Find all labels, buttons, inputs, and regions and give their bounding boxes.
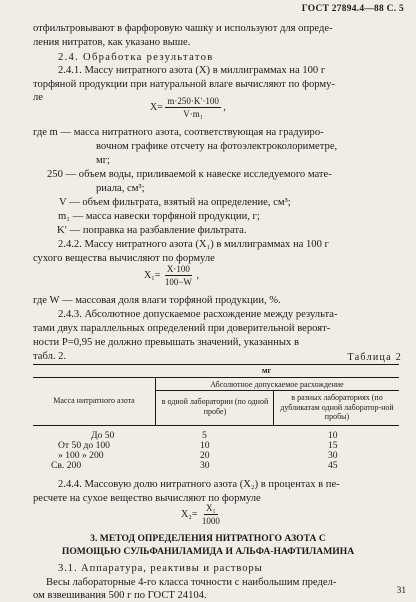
text-line: V — объем фильтрата, взятый на определение, см³; (59, 197, 291, 208)
table-rule (33, 364, 399, 365)
table-cell-mass: До 50 (91, 430, 115, 441)
text-line: табл. 2. (33, 351, 67, 362)
table-rule (155, 390, 399, 391)
table-rule (33, 425, 399, 426)
table-rule (155, 377, 156, 425)
section-3-title-line-1: 3. МЕТОД ОПРЕДЕЛЕНИЯ НИТРАТНОГО АЗОТА С (90, 533, 326, 544)
section-heading: 2.4. Обработка результатов (58, 52, 214, 63)
formula-numerator: X₁ (206, 503, 216, 513)
table-cell-mass: От 50 до 100 (58, 440, 110, 451)
table-header-diff-labs: в разных лабораториях (по дубликатам одной лаборатор-ной пробы) (280, 393, 394, 421)
formula-denominator: 1000 (201, 516, 220, 526)
formula-x2 (181, 503, 222, 526)
table-cell-diff: 45 (328, 460, 338, 471)
page-number: 31 (396, 586, 406, 596)
table-title: Таблица 2 (347, 352, 402, 363)
section-3-title-line-2: ПОМОЩЬЮ СУЛЬФАНИЛАМИДА И АЛЬФА-НАФТИЛАМИНА (61, 546, 355, 557)
table-rule (33, 377, 399, 378)
text-line: где W — массовая доля влаги торфяной продукции, %. (33, 295, 281, 306)
table-unit: мг (262, 366, 272, 375)
text-line: m₁ — масса навески торфяной продукции, г; (58, 211, 260, 222)
text-line: сухого вещества вычисляют по формуле (33, 253, 215, 264)
table-rule (273, 390, 274, 425)
formula-fraction (165, 96, 220, 119)
table-cell-one: 5 (202, 430, 207, 441)
text-line: ле (33, 92, 43, 103)
text-line: 250 — объем воды, приливаемой к навеске исследуемого мате- (47, 169, 332, 180)
section-heading: 3.1. Аппаратура, реактивы и растворы (58, 563, 263, 574)
formula-fraction (163, 264, 194, 287)
table-cell-diff: 10 (328, 430, 338, 441)
text-line: тами двух параллельных определений при доверительной вероят- (33, 323, 331, 334)
text-line: вочном графике отсчету на фотоэлектроколориметре, (96, 141, 338, 152)
table-header-group: Абсолютное допускаемое расхождение (210, 380, 344, 389)
text-line: отфильтровывают в фарфоровую чашку и используют для опреде- (33, 23, 333, 34)
formula-tail: , (223, 101, 226, 113)
text-line: Весы лабораторные 4-го класса точности с наибольшим предел- (46, 577, 337, 588)
text-line: ом взвешивания 500 г по ГОСТ 24104. (33, 590, 207, 601)
formula-fraction (200, 503, 222, 526)
text-line: ности P=0,95 не должно превышать значений, указанных в (33, 337, 299, 348)
table-cell-one: 20 (200, 450, 210, 461)
table-cell-diff: 15 (328, 440, 338, 451)
text-line: 2.4.1. Массу нитратного азота (X) в миллиграммах на 100 г (58, 65, 326, 76)
text-line: риала, см³; (96, 183, 145, 194)
table-cell-mass: » 100 » 200 (58, 450, 104, 461)
formula-lhs: X= (150, 101, 163, 113)
table-cell-diff: 30 (328, 450, 338, 461)
formula-lhs: X₁= (144, 269, 161, 281)
text-line: 2.4.3. Абсолютное допускаемое расхождение между результа- (58, 309, 338, 320)
formula-x (150, 96, 226, 119)
text-line: мг; (96, 155, 110, 166)
text-line: ресчете на сухое вещество вычисляют по формуле (33, 493, 261, 504)
table-header-one-lab: в одной лаборатории (по одной пробе) (161, 397, 269, 416)
table-cell-one: 30 (200, 460, 210, 471)
formula-tail: , (196, 269, 199, 281)
running-header: ГОСТ 27894.4—88 С. 5 (301, 4, 404, 14)
table-cell-one: 10 (200, 440, 210, 451)
formula-x1 (144, 264, 199, 287)
text-line: 2.4.2. Массу нитратного азота (X₁) в миллиграммах на 100 г (58, 239, 329, 250)
text-line: где m — масса нитратного азота, соответствующая на градуиро- (33, 127, 324, 138)
formula-numerator: m·250·K′·100 (167, 96, 219, 106)
text-line: ления нитратов, как указано выше. (33, 37, 191, 48)
formula-lhs: X₂= (181, 508, 198, 520)
formula-denominator: V·m₁ (183, 109, 203, 119)
formula-denominator: 100−W (164, 277, 192, 287)
table-header-mass: Масса нитратного азота (53, 396, 135, 405)
table-cell-mass: Св. 200 (51, 460, 82, 471)
text-line: 2.4.4. Массовую долю нитратного азота (X₂) в процентах в пе- (58, 479, 340, 490)
text-line: K′ — поправка на разбавление фильтрата. (57, 225, 247, 236)
formula-numerator: X·100 (166, 264, 190, 274)
text-line: торфяной продукции при натуральной влаге вычисляют по форму- (33, 79, 335, 90)
